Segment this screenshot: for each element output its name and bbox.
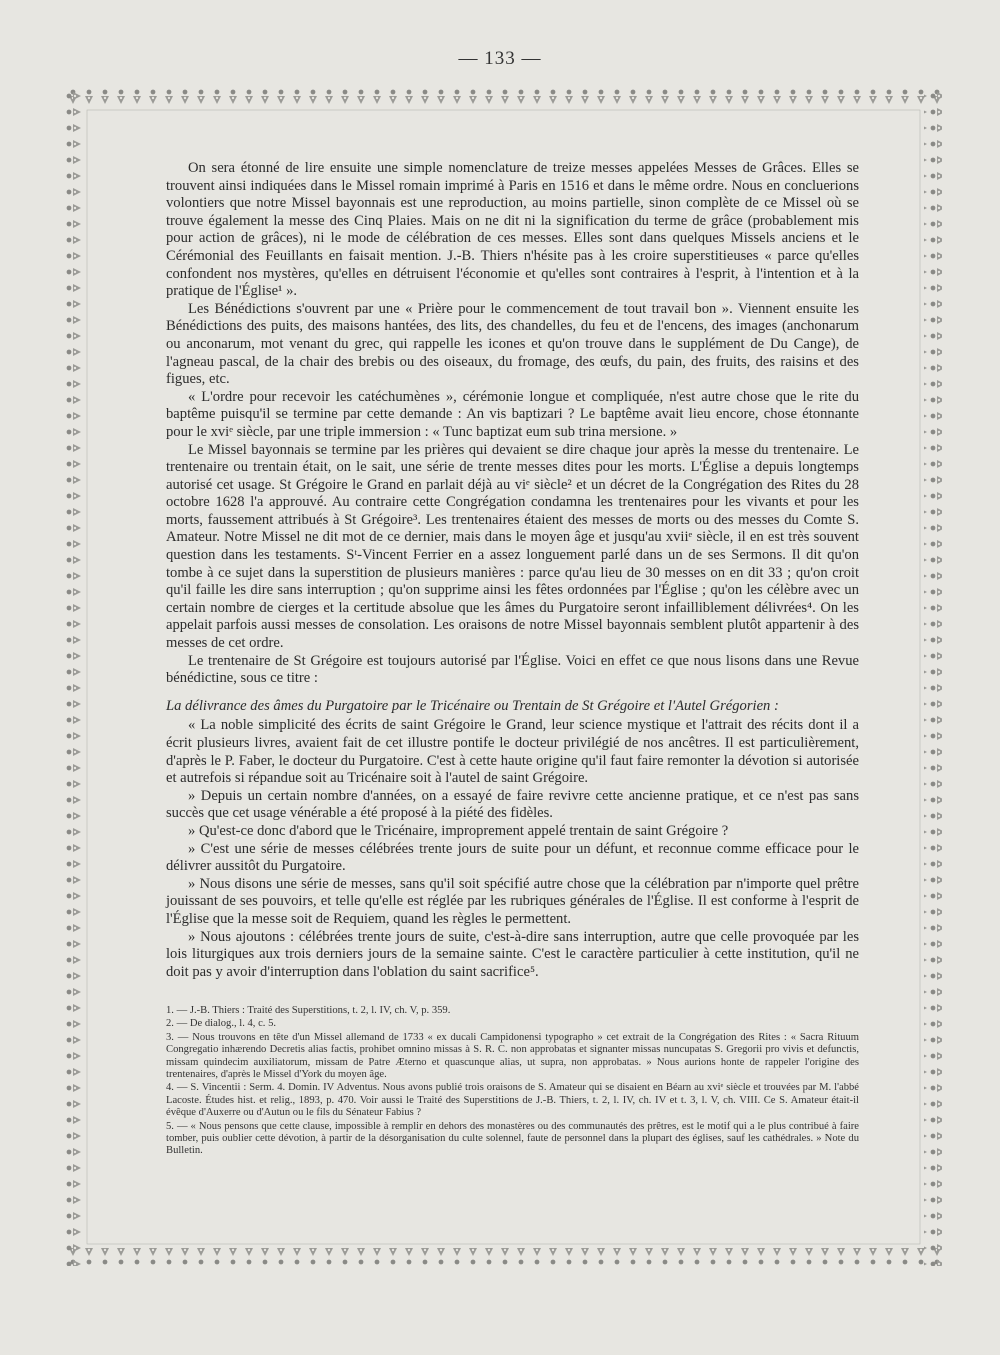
paragraph: Les Bénédictions s'ouvrent par une « Prière pour le commencement de tout travail bon ». Viennent ensuite les Bénédictions des puits, des maisons hantées, des lits, des chandelles, du feu et de l'encens, des images (anchonarum ou anconarum, mot venant du grec, qui rappelle les icones et qu'on trouve dans le supplément de Du Cange), de l'agneau pascal, de la chair des brebis ou des oiseaux, du fromage, des œufs, du pain, des fruits, des raisins et des figues, etc.	[166, 300, 859, 388]
quote-paragraph: » Nous disons une série de messes, sans qu'il soit spécifié autre chose que la célébration par n'importe quel prêtre jouissant de ses pouvoirs, et telle qu'elle est réglée par les rubriques générales de l'Église. Il est conforme à l'esprit de l'Église que la messe soit de Requiem, quand les règles le permettent.	[166, 875, 859, 927]
paragraph: « L'ordre pour recevoir les catéchumènes », cérémonie longue et compliquée, n'est autre chose que le rite du baptême puisqu'il se termine par cette demande : An vis baptizari ? Le baptême avait lieu encore, chose étonnante pour le xviᵉ siècle, par une triple immersion : « Tunc baptizat eum sub trina mersione. »	[166, 388, 859, 440]
quote-paragraph: « La noble simplicité des écrits de saint Grégoire le Grand, leur science mystique et l'attrait des récits dont il a écrit plusieurs livres, avaient fait de cet illustre pontife le docteur privilégié de nos ancêtres. Il est particulièrement, d'après le P. Faber, le docteur du Purgatoire. C'est à cette haute origine qu'il faut faire remonter la dévotion si autorisée et autrefois si répandue soit au Tricénaire soit à l'autel de saint Grégoire.	[166, 717, 859, 787]
footnote: 3. — Nous trouvons en tête d'un Missel allemand de 1733 « ex ducali Campidonensi typographo » cet extrait de la Congrégation des Rites : « Sacra Rituum Congregatio inhærendo Decretis alias factis, prohibet omnino missas à S. R. C. non approbatas et signanter missas nuncupatas S. Gregorii pro vivis et defunctis, missam quindecim auxiliatorum, missam de Patre Æterno et quascunque alias, ut supra, non approbatas. » Nous aurions honte de rappeler l'origine des trentenaires, d'après le Missel d'York du moyen âge.	[166, 1031, 859, 1081]
footnote: 5. — « Nous pensons que cette clause, impossible à remplir en dehors des monastères ou des communautés des prêtres, est le motif qui a le plus contribué à faire tomber, puis oublier cette dévotion, à partir de la désorganisation du culte solennel, faute de personnel dans la plupart des églises, sauf les cathédrales. » Note du Bulletin.	[166, 1120, 859, 1157]
quote-paragraph: » Nous ajoutons : célébrées trente jours de suite, c'est-à-dire sans interruption, autre que celle provoquée par les lois liturgiques aux trois derniers jours de la semaine sainte. C'est le caractère particulier à cette institution, qu'il ne doit pas y avoir d'interruption dans l'oblation du saint sacrifice⁵.	[166, 928, 859, 980]
footnote: 1. — J.-B. Thiers : Traité des Superstitions, t. 2, l. IV, ch. V, p. 359.	[166, 1005, 451, 1016]
footnotes	[166, 1005, 859, 1159]
main-text	[166, 160, 859, 981]
quote-paragraph: » Qu'est-ce donc d'abord que le Tricénaire, improprement appelé trentain de saint Grégoire ?	[188, 822, 729, 839]
footnote: 2. — De dialog., l. 4, c. 5.	[166, 1018, 277, 1030]
paragraph: On sera étonné de lire ensuite une simple nomenclature de treize messes appelées Messes de Grâces. Elles se trouvent ainsi indiquées dans le Missel romain imprimé à Paris en 1516 et dans le même ordre. Nous en concluerions volontiers que notre Missel bayonnais est une reproduction, au moins partielle, sinon complète de ce Missel où se trouve également la messe des Cinq Plaies. Mais on ne dit ni la signification du terme de grâce (probablement mis pour action de grâces), ni le mode de célébration de ces messes. Elles sont dans quelques Missels anciens et le Cérémonial des Feuillants en faisait mention. J.-B. Thiers n'hésite pas à les croire superstitieuses « parce qu'elles confondent nos mystères, qu'elles en détruisent l'économie et qu'elles sont contraires à l'esprit, à l'intention et à la pratique de l'Église¹ ».	[166, 160, 859, 300]
quote-paragraph: » Depuis un certain nombre d'années, on a essayé de faire revivre cette ancienne pratique, et ce n'est pas sans succès que cet usage vénérable a été proposé à la piété des fidèles.	[166, 787, 859, 822]
paragraph: Le trentenaire de St Grégoire est toujours autorisé par l'Église. Voici en effet ce que nous lisons dans une Revue bénédictine, sous ce titre :	[166, 652, 859, 687]
page-number: — 133 —	[458, 48, 542, 69]
quoted-title: La délivrance des âmes du Purgatoire par le Tricénaire ou Trentain de St Grégoire et l'Autel Grégorien :	[166, 697, 779, 714]
paragraph: Le Missel bayonnais se termine par les prières qui devaient se dire chaque jour après la messe du trentenaire. Le trentenaire ou trentain était, on le sait, une série de trente messes dites pour les morts. L'Église a depuis longtemps autorisé cet usage. St Grégoire le Grand en parlait déjà au viᵉ siècle² et un décret de la Congrégation des Rites du 28 octobre 1628 l'a approuvé. Au contraire cette Congrégation condamna les trentenaires pour les vivants et pour les morts, faussement attribués à St Grégoire³. Les trentenaires étaient des messes de morts ou des messes du Comte S. Amateur. Notre Missel ne dit mot de ce dernier, mais dans le moyen âge et jusqu'au xviiᵉ siècle, il en est très souvent question dans les testaments. Sᵗ-Vincent Ferrier en a assez longuement parlé dans un de ses Sermons. Il dit qu'on tombe à ce sujet dans la superstition de plusieurs manières : parce qu'au lieu de 30 messes on en dit 33 ; qu'on croit qu'il faille les dire sans interruption ; qu'on supprime ainsi les fêtes ordonnées par l'Église ; qu'on les célèbre avec un certain nombre de cierges et la certitude absolue que les âmes du Purgatoire seront infailliblement délivrées⁴. On les appelait parfois aussi messes de consolation. Les oraisons de notre Missel bayonnais semblent plutôt appartenir à des messes de cet ordre.	[166, 441, 859, 652]
quote-paragraph: » C'est une série de messes célébrées trente jours de suite pour un défunt, et reconnue comme efficace pour le délivrer aussitôt du Purgatoire.	[166, 840, 859, 875]
footnote: 4. — S. Vincentii : Serm. 4. Domin. IV Adventus. Nous avons publié trois oraisons de S. Amateur qui se disaient en Béarn au xviᵉ siècle et trouvées par M. l'abbé Lacoste. Études hist. et relig., 1893, p. 470. Voir aussi le Traité des Superstitions de J.-B. Thiers, t. 2, l. IV, ch. IV et t. 3, l. V, ch. VIII. Ce S. Amateur était-il évêque d'Auxerre ou d'Autun ou le fils du Sénateur Fabius ?	[166, 1082, 859, 1119]
